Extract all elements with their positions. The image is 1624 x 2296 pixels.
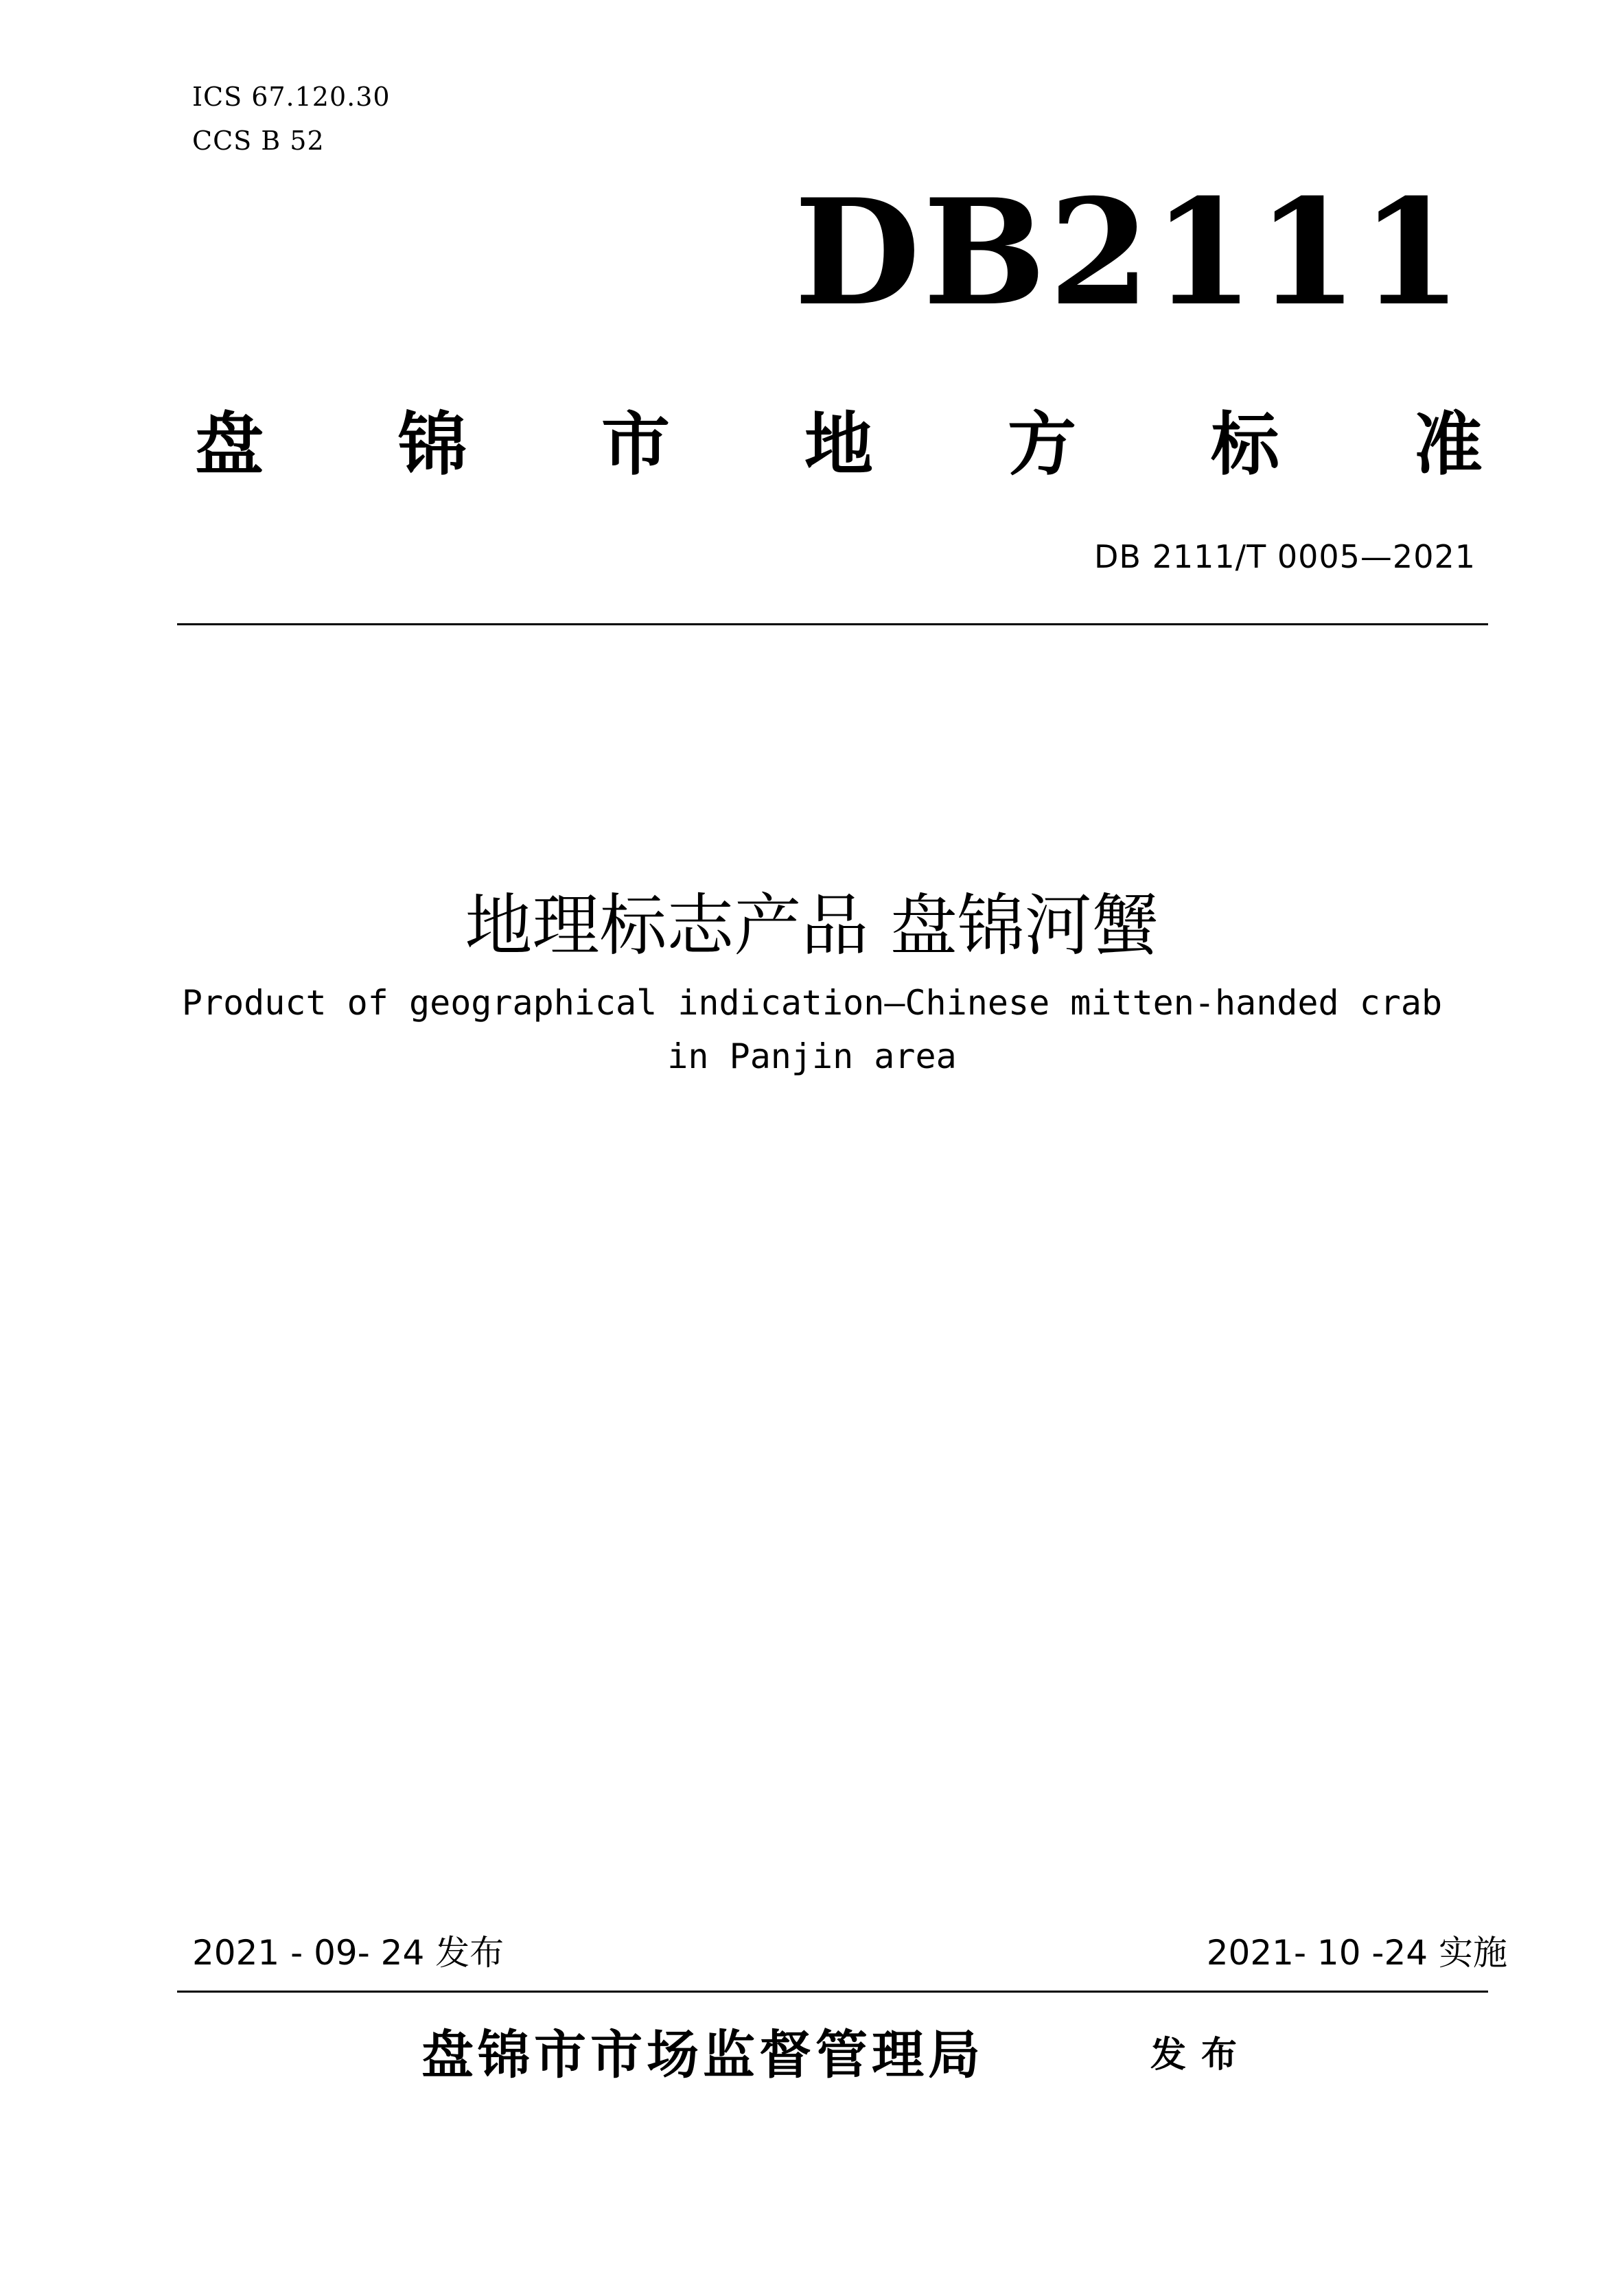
standard-number: DB 2111/T 0005—2021 <box>1093 538 1476 575</box>
title-chinese: 地理标志产品 盘锦河蟹 <box>465 887 1159 965</box>
category-char: 准 <box>1414 404 1483 485</box>
footer-divider <box>177 1991 1488 1993</box>
title-english-line1: Product of geographical indication—Chinese mitten-handed crab <box>181 983 1443 1023</box>
issue-date: 2021 - 09- 24 发布 <box>192 1933 504 1973</box>
header-divider <box>177 623 1488 625</box>
standard-category-heading <box>195 404 1483 485</box>
category-char: 盘 <box>195 404 264 485</box>
category-char: 地 <box>804 404 873 485</box>
db-standard-logo: DB2111 <box>793 167 1465 338</box>
category-char: 方 <box>1008 404 1076 485</box>
implementation-date: 2021- 10 -24 实施 <box>1206 1933 1507 1973</box>
category-char: 标 <box>1211 404 1279 485</box>
ics-code: ICS 67.120.30 <box>192 82 391 112</box>
issuer-suffix: 发布 <box>1150 2034 1253 2076</box>
category-char: 锦 <box>398 404 467 485</box>
ccs-code: CCS B 52 <box>192 126 325 156</box>
title-english-line2: in Panjin area <box>667 1036 957 1076</box>
category-char: 市 <box>601 404 670 485</box>
issuing-authority: 盘锦市市场监督管理局 <box>421 2024 984 2085</box>
